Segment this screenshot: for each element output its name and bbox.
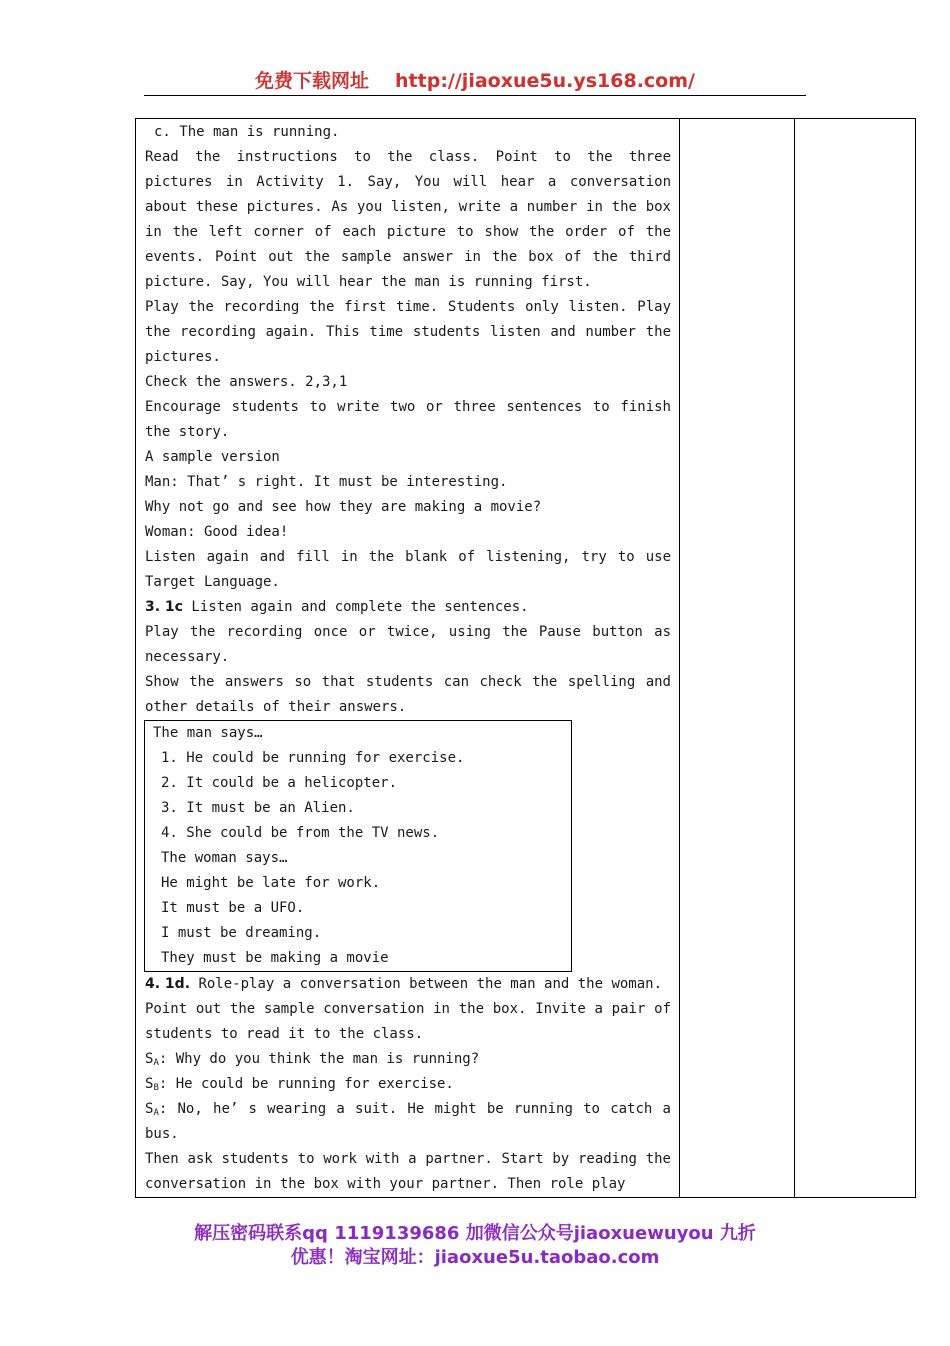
empty-cell-2 bbox=[680, 119, 795, 1198]
text-line: Listen again and fill in the blank of listening, try to use Target Language. bbox=[145, 549, 671, 590]
header-rule bbox=[144, 95, 806, 96]
footer-line-1: 解压密码联系qq 1119139686 加微信公众号jiaoxuewuyou 九折 bbox=[194, 1223, 756, 1244]
page-footer bbox=[0, 1222, 950, 1270]
step-4-number: 4. 1d. bbox=[145, 976, 191, 992]
box-item: They must be making a movie bbox=[161, 950, 389, 966]
text-line: Read the instructions to the class. Point to the three pictures in Activity 1. Say, You will hear a conversation about these pictures. As you listen, write a number in the box in the left corner of each picture to show the order of the events. Point out the sample answer in the box of the third picture. Say, You will hear the man is running first. bbox=[145, 149, 671, 290]
text-line: Point out the sample conversation in the box. Invite a pair of students to read it to the class. bbox=[145, 1001, 671, 1042]
text-line: c. The man is running. bbox=[154, 124, 340, 140]
box-item: I must be dreaming. bbox=[161, 925, 322, 941]
text-line: Show the answers so that students can check the spelling and other details of their answers. bbox=[145, 674, 671, 715]
footer-line-2: 优惠！淘宝网址：jiaoxue5u.taobao.com bbox=[290, 1247, 660, 1268]
dialog-line: $S_A$: Why do you think the man is running? bbox=[145, 1051, 480, 1068]
box-man-header: The man says… bbox=[153, 725, 263, 741]
lesson-content-cell bbox=[136, 119, 680, 1198]
box-item: It must be a UFO. bbox=[161, 900, 305, 916]
text-line: A sample version bbox=[145, 449, 280, 465]
text-line: Man: That’ s right. It must be interesting. bbox=[145, 474, 508, 490]
lesson-content bbox=[136, 119, 679, 1197]
header-title: 免费下载网址 bbox=[255, 70, 370, 92]
dialog-line: $S_B$: He could be running for exercise. bbox=[145, 1076, 454, 1093]
text-line: Woman: Good idea! bbox=[145, 524, 289, 540]
text-line: Why not go and see how they are making a movie? bbox=[145, 499, 542, 515]
dialog-line: $S_A$: No, he’ s wearing a suit. He might be running to catch a bus. bbox=[145, 1101, 671, 1142]
lesson-table bbox=[135, 118, 916, 1198]
box-item: 2. It could be a helicopter. bbox=[161, 775, 398, 791]
step-3-number: 3. 1c bbox=[145, 599, 183, 615]
box-woman-header: The woman says… bbox=[161, 850, 288, 866]
box-item: 1. He could be running for exercise. bbox=[161, 750, 465, 766]
step-4-title: Role-play a conversation between the man and the woman. bbox=[190, 976, 663, 992]
text-line: Encourage students to write two or three sentences to finish the story. bbox=[145, 399, 671, 440]
box-item: 3. It must be an Alien. bbox=[161, 800, 355, 816]
text-line: Check the answers. 2,3,1 bbox=[145, 374, 348, 390]
page-header bbox=[0, 66, 950, 93]
text-line: Play the recording the first time. Students only listen. Play the recording again. This time students listen and number the pictures. bbox=[145, 299, 671, 365]
answer-box bbox=[144, 720, 572, 972]
text-line: Play the recording once or twice, using the Pause button as necessary. bbox=[145, 624, 671, 665]
step-3-heading bbox=[145, 595, 671, 620]
empty-cell-3 bbox=[795, 119, 916, 1198]
text-line: Then ask students to work with a partner. Start by reading the conversation in the box with your partner. Then role play bbox=[145, 1151, 671, 1192]
step-3-title: Listen again and complete the sentences. bbox=[182, 599, 529, 615]
box-item: 4. She could be from the TV news. bbox=[161, 825, 440, 841]
box-item: He might be late for work. bbox=[161, 875, 381, 891]
header-url[interactable]: http://jiaoxue5u.ys168.com/ bbox=[395, 70, 695, 92]
step-4-heading bbox=[145, 972, 671, 997]
